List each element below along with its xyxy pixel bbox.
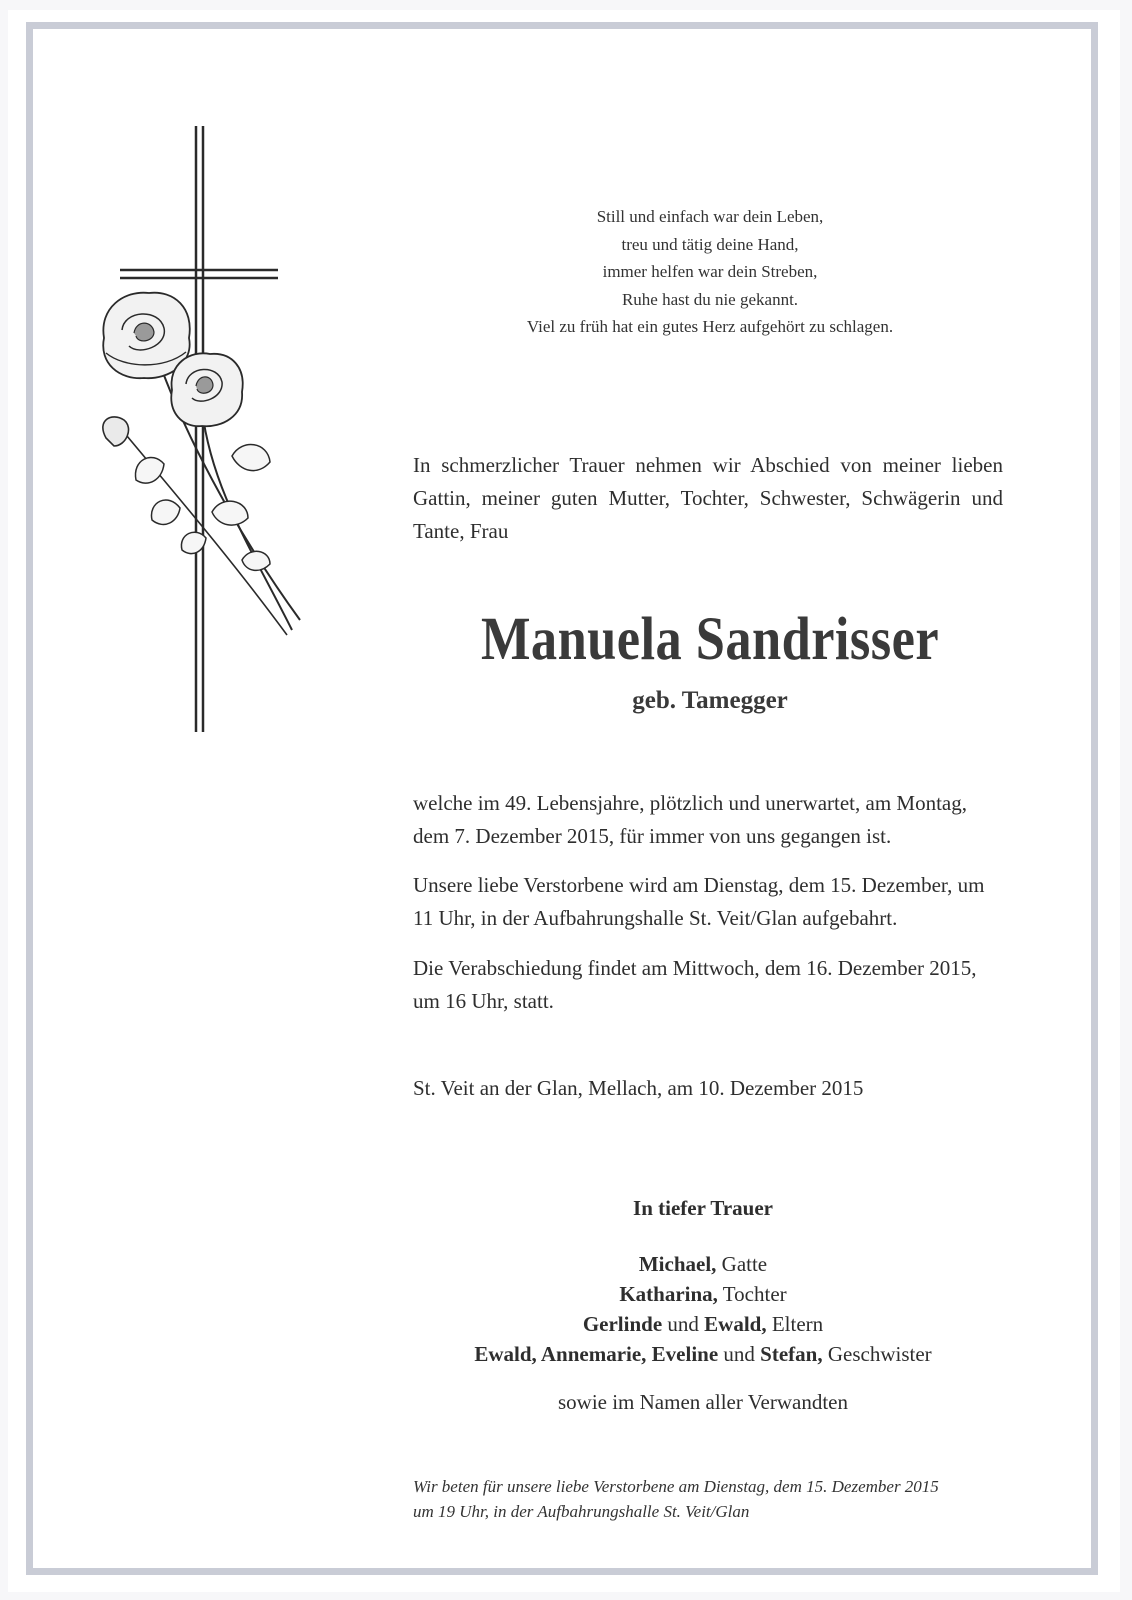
intro-paragraph	[413, 449, 1003, 548]
prayer-line: Wir beten für unsere liebe Verstorbene am Dienstag, dem 15. Dezember 2015	[413, 1477, 939, 1496]
conjunction: und	[662, 1312, 705, 1336]
mourner-parents	[413, 1309, 993, 1339]
verse-line: Still und einfach war dein Leben,	[596, 207, 824, 226]
death-notice	[413, 787, 1023, 853]
mourner-name: Gerlinde	[582, 1312, 663, 1336]
intro-line: In schmerzlicher Trauer nehmen wir Abschied von meiner lieben	[413, 453, 1003, 477]
viewing-line: Unsere liebe Verstorbene wird am Dienstag, dem 15. Dezember, um	[413, 873, 985, 897]
memorial-verse	[480, 203, 940, 341]
verse-line: Ruhe hast du nie gekannt.	[621, 289, 799, 309]
mourner-daughter	[413, 1279, 993, 1309]
mourner-role: Eltern	[766, 1312, 824, 1336]
farewell-line: um 16 Uhr, statt.	[413, 989, 554, 1013]
farewell-notice	[413, 952, 1023, 1018]
mourner-name: Ewald, Annemarie, Eveline	[474, 1342, 719, 1366]
viewing-line: 11 Uhr, in der Aufbahrungshalle St. Veit/Glan aufgebahrt.	[413, 906, 898, 930]
intro-line: Gattin, meiner guten Mutter, Tochter, Schwester, Schwägerin und	[413, 486, 1003, 510]
viewing-notice	[413, 869, 1023, 935]
mourners-block	[413, 1196, 993, 1417]
mourner-husband	[413, 1249, 993, 1279]
intro-line: Tante, Frau	[413, 519, 509, 543]
mourner-role: Gatte	[716, 1252, 768, 1276]
verse-line: immer helfen war dein Streben,	[602, 262, 818, 281]
verse-line: treu und tätig deine Hand,	[621, 234, 799, 254]
death-notice-line: dem 7. Dezember 2015, für immer von uns gegangen ist.	[413, 824, 892, 848]
cross-with-roses-icon	[92, 120, 322, 740]
prayer-line: um 19 Uhr, in der Aufbahrungshalle St. Veit/Glan	[413, 1502, 750, 1521]
verse-line: Viel zu früh hat ein gutes Herz aufgehört zu schlagen.	[526, 317, 894, 336]
mourner-name: Stefan,	[760, 1342, 823, 1366]
mourner-role: Geschwister	[822, 1342, 932, 1366]
mourner-siblings	[413, 1339, 993, 1369]
prayer-notice	[413, 1474, 1013, 1524]
conjunction: und	[718, 1342, 761, 1366]
mourner-name: Katharina,	[619, 1282, 718, 1306]
mourner-name: Michael,	[638, 1252, 717, 1276]
place-and-date: St. Veit an der Glan, Mellach, am 10. Dezember 2015	[413, 1076, 864, 1100]
mourners-headline: In tiefer Trauer	[633, 1196, 773, 1220]
death-notice-line: welche im 49. Lebensjahre, plötzlich und unerwartet, am Montag,	[413, 791, 967, 815]
farewell-line: Die Verabschiedung findet am Mittwoch, dem 16. Dezember 2015,	[413, 956, 977, 980]
relatives-line: sowie im Namen aller Verwandten	[557, 1390, 849, 1414]
mourner-name: Ewald,	[704, 1312, 767, 1336]
maiden-name: geb. Tamegger	[632, 687, 788, 714]
mourner-role: Tochter	[717, 1282, 787, 1306]
deceased-name: Manuela Sandrisser	[480, 606, 940, 673]
